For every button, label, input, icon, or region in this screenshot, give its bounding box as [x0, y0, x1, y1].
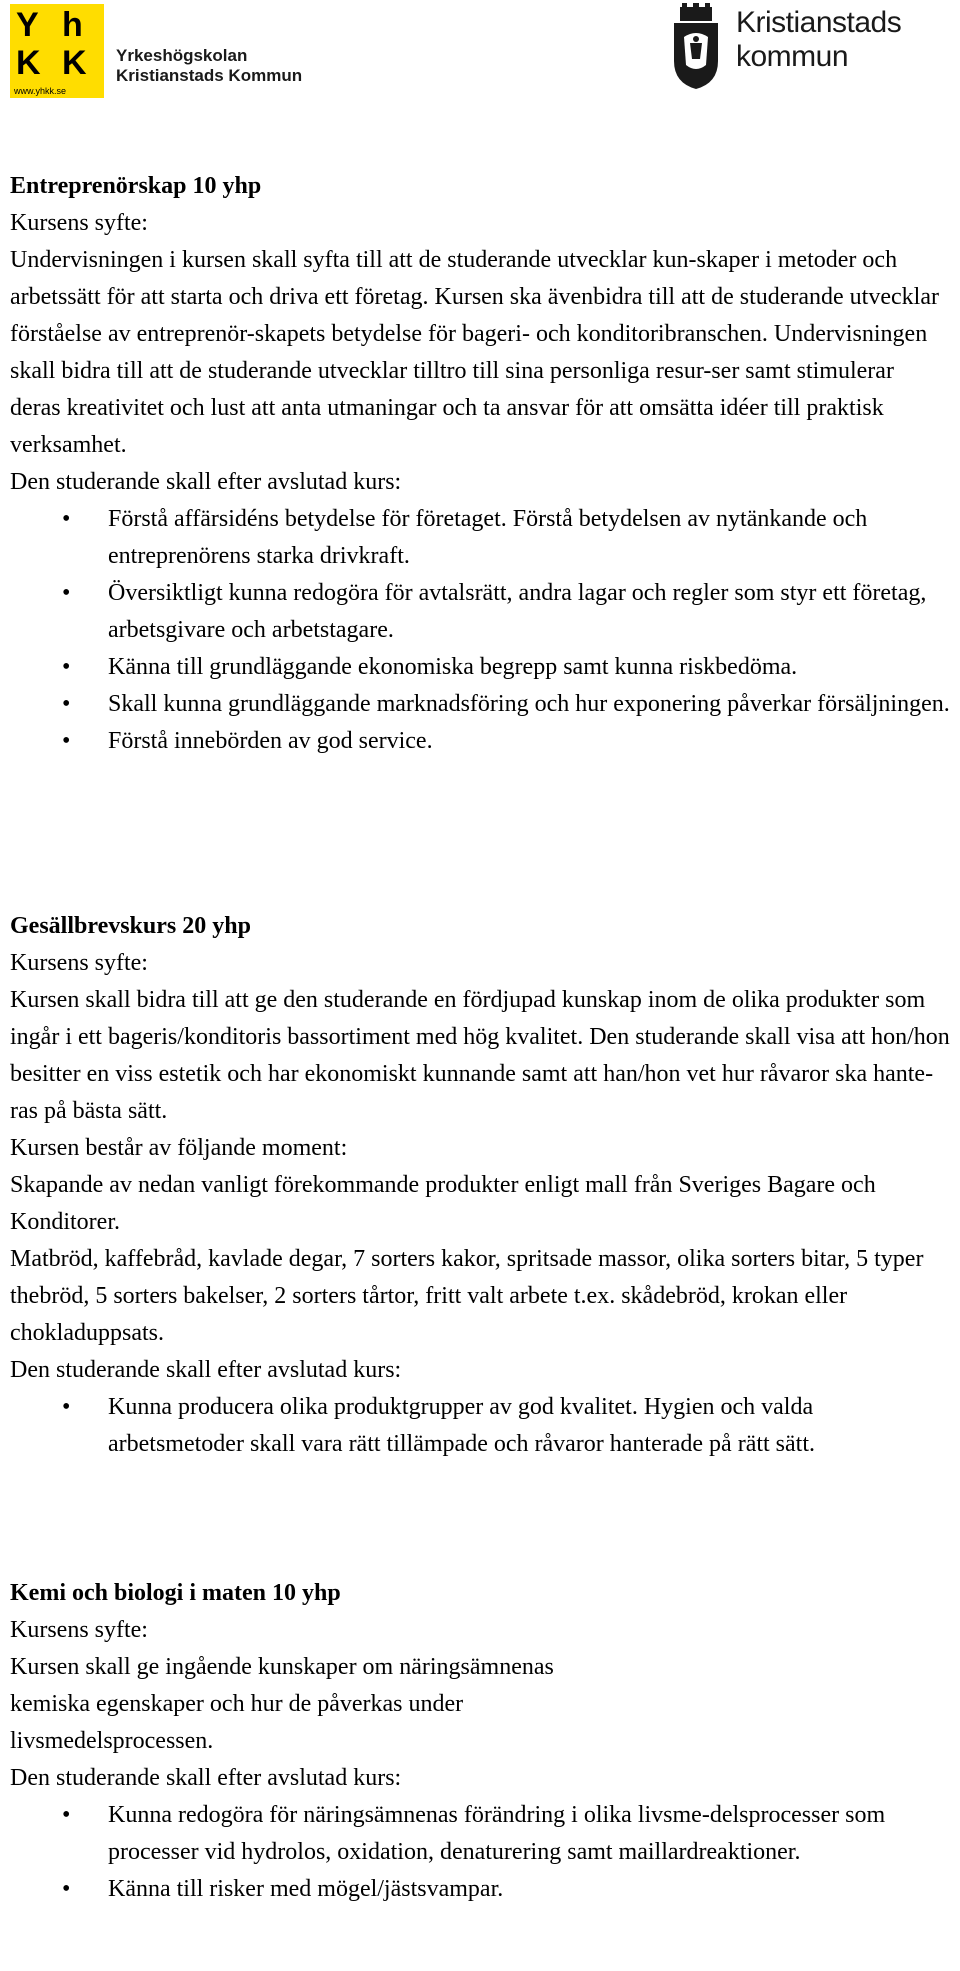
- purpose-label: Kursens syfte:: [10, 950, 148, 976]
- yh-name-line2: Kristianstads Kommun: [116, 66, 303, 85]
- course-title: Gesällbrevskurs 20 yhp: [10, 913, 251, 939]
- course-title: Entreprenörskap 10 yhp: [10, 173, 262, 199]
- outcome-list: [10, 1389, 950, 1463]
- outcome-item: • Skall kunna grundläggande marknadsföring och hur exponering påverkar försäljningen.: [10, 686, 950, 723]
- purpose-label: Kursens syfte:: [10, 210, 148, 236]
- page-header: [0, 0, 960, 110]
- logo-letter: K: [62, 44, 87, 82]
- outcome-item: • Känna till grundläggande ekonomiska begrepp samt kunna riskbedöma.: [10, 649, 950, 686]
- outcome-list: [10, 1797, 950, 1908]
- moments-label: Kursen består av följande moment:: [10, 1135, 348, 1161]
- kristianstads-kommun-name: [736, 6, 901, 74]
- outcome-item: • Kunna redogöra för näringsämnenas förändring i olika livsme-delsprocesser som processer vid hydrolos, oxidation, denaturering samt maillardreaktioner.: [10, 1797, 950, 1871]
- purpose-label: Kursens syfte:: [10, 1617, 148, 1643]
- outcome-item: • Förstå affärsidéns betydelse för företaget. Förstå betydelsen av nytänkande och entreprenörens starka drivkraft.: [10, 501, 950, 575]
- course-gesallbrevskurs: [10, 908, 950, 1463]
- purpose-text: Kursen skall bidra till att ge den studerande en fördjupad kunskap inom de olika produkter som ingår i ett bageris/konditoris bassortiment med hög kvalitet. Den studerande skall visa att hon/hon besitter en viss estetik och har ekonomiskt kunnande samt att han/hon vet hur råvaror ska hante-ras på bästa sätt.: [10, 987, 950, 1124]
- outcome-item: • Översiktligt kunna redogöra för avtalsrätt, andra lagar och regler som styr ett företag, arbetsgivare och arbetstagare.: [10, 575, 950, 649]
- yh-name-line1: Yrkeshögskolan: [116, 46, 248, 65]
- purpose-line: livsmedelsprocessen.: [10, 1728, 214, 1754]
- yrkeshogskolan-name: [116, 46, 302, 86]
- outcome-label: Den studerande skall efter avslutad kurs:: [10, 469, 402, 495]
- kristianstad-crest-icon: [666, 3, 726, 91]
- course-entreprenorskap: [10, 168, 950, 760]
- outcome-label: Den studerande skall efter avslutad kurs:: [10, 1357, 402, 1383]
- yhkk-logo: [10, 4, 104, 98]
- purpose-text: Undervisningen i kursen skall syfta till att de studerande utvecklar kun-skaper i metoder och arbetssätt för att starta och driva ett företag. Kursen ska ävenbidra till att de studerande utvecklar förståelse av entreprenör-skapets betydelse för bageri- och konditoribranschen. Undervisningen skall bidra till att de studerande utvecklar tilltro till sina personliga resur-ser samt stimulerar deras kreativitet och lust att anta utmaningar och ta ansvar för att omsätta idéer till praktisk verksamhet.: [10, 247, 939, 458]
- logo-letter: Y: [16, 6, 39, 44]
- outcome-item: • Känna till risker med mögel/jästsvampar.: [10, 1871, 950, 1908]
- outcome-label: Den studerande skall efter avslutad kurs:: [10, 1765, 402, 1791]
- moments-text: Skapande av nedan vanligt förekommande produkter enligt mall från Sveriges Bagare och Konditorer.: [10, 1172, 876, 1235]
- purpose-line: Kursen skall ge ingående kunskaper om näringsämnenas: [10, 1654, 554, 1680]
- logo-letter: h: [62, 6, 83, 44]
- outcome-list: [10, 501, 950, 760]
- course-kemi-och-biologi: [10, 1575, 950, 1908]
- moments-text: Matbröd, kaffebråd, kavlade degar, 7 sorters kakor, spritsade massor, olika sorters bitar, 5 typer thebröd, 5 sorters bakelser, 2 sorters tårtor, fritt valt arbete t.ex. skådebröd, krokan eller chokladuppsats.: [10, 1246, 924, 1346]
- kommun-name-line2: kommun: [736, 40, 849, 73]
- logo-url: www.yhkk.se: [14, 86, 67, 96]
- outcome-item: • Förstå innebörden av god service.: [10, 723, 950, 760]
- course-title: Kemi och biologi i maten 10 yhp: [10, 1580, 341, 1606]
- kommun-name-line1: Kristianstads: [736, 6, 902, 39]
- logo-letter: K: [16, 44, 41, 82]
- purpose-line: kemiska egenskaper och hur de påverkas under: [10, 1691, 464, 1717]
- outcome-item: • Kunna producera olika produktgrupper av god kvalitet. Hygien och valda arbetsmetoder skall vara rätt tillämpade och råvaror hanterade på rätt sätt.: [10, 1389, 950, 1463]
